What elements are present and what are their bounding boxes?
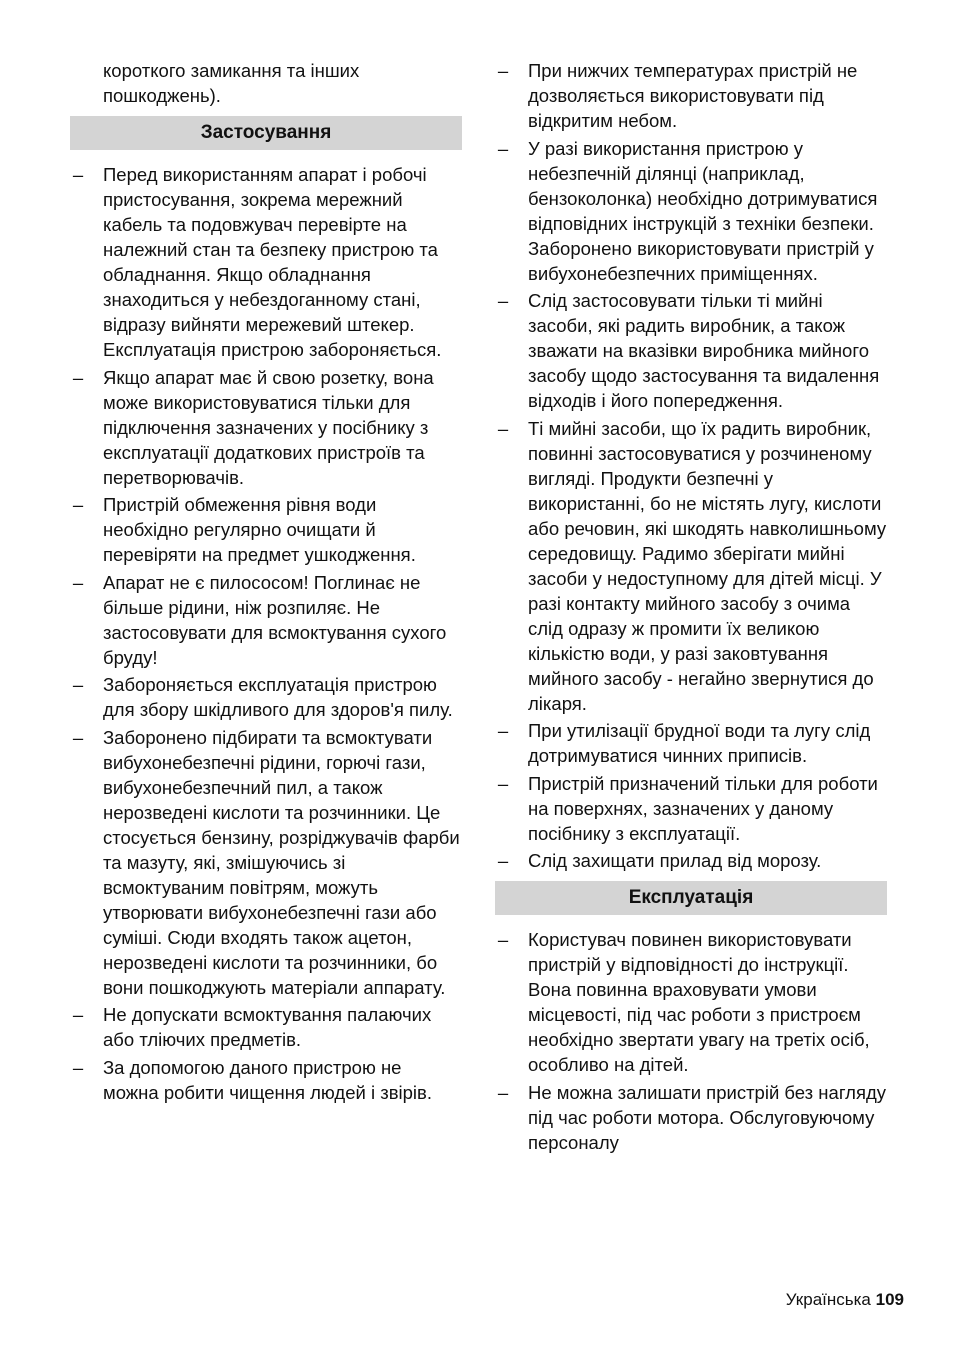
section-heading-operation: Експлуатація [495,881,887,915]
list-item [495,771,887,846]
list-item-text: Не допускати всмоктування палаючих або тліючих предметів. [103,1004,432,1050]
usage-list [70,162,462,1105]
bullet-dash: – [497,850,509,871]
list-item-text: Апарат не є пилососом! Поглинає не більше рідини, ніж розпиляє. Не застосовувати для всмоктування сухого бруду! [103,571,447,668]
bullet-dash: – [497,137,509,159]
section-heading-usage: Застосування [70,116,462,150]
list-item [70,1055,462,1105]
list-item-text: Забороняється експлуатація пристрою для збору шкідливого для здоров'я пилу. [103,674,453,720]
operation-list [495,927,887,1155]
bullet-dash: – [497,290,509,311]
intro-paragraph: короткого замикання та інших пошкоджень). [103,60,360,106]
list-item [495,927,887,1077]
list-item [495,288,887,413]
list-item [70,365,462,490]
bullet-dash: – [72,571,84,593]
list-item [495,848,887,873]
list-item [70,162,462,362]
bullet-dash: – [72,1004,84,1025]
list-item-text: Ті мийні засоби, що їх радить виробник, повинні застосовуватися у розчиненому вигляді. Продукти безпечні у використанні, бо не містять лугу, кислоти або речовин, які шкодять навколишньому середовищу. Радимо зберігати мийні засоби у недоступному для дітей місці. У разі контакту мийного засобу з очима слід одразу ж промити їх великою кількістю води, у разі заковтування мийного засобу - негайно звернутися до лікаря. [528,417,887,714]
list-item [70,725,462,1000]
list-item-text: При нижчих температурах пристрій не дозволяється використовувати під відкритим небом. [528,60,858,131]
bullet-dash: – [497,720,509,741]
footer-language: Українська [785,1290,871,1309]
list-item-text: Пристрій призначений тільки для роботи на поверхнях, зазначених у даному посібнику з експлуатації. [528,772,878,844]
bullet-dash: – [497,772,509,794]
list-item-text: За допомогою даного пристрою не можна робити чищення людей і звірів. [103,1056,432,1103]
list-item [495,58,887,133]
list-item-text: Перед використанням апарат і робочі пристосування, зокрема мережний кабель та подовжувач перевірте на належний стан та безпеку пристрою та обладнання. Якщо обладнання знаходиться у небездоганному стані, відразу вийняти мережевий штекер. Експлуатація пристрою забороняється. [103,164,442,360]
page-number: 109 [875,1290,904,1309]
list-item [70,492,462,567]
usage-list-continued [495,58,887,873]
list-item [70,672,462,722]
list-item-text: У разі використання пристрою у небезпечній ділянці (наприклад, бензоколонка) необхідно дотримуватися відповідних інструкцій з техніки безпеки. Заборонено використовувати пристрій у вибухонебезпечних приміщеннях. [528,137,878,284]
list-item-text: Слід захищати прилад від морозу. [528,850,822,871]
list-item-text: Не можна залишати пристрій без нагляду під час роботи мотора. Обслуговуючому персоналу [528,1081,887,1153]
list-item [495,136,887,286]
list-item-text: Якщо апарат має й свою розетку, вона може використовуватися тільки для підключення зазначених у посібнику з експлуатації додаткових пристроїв та перетворювачів. [103,366,434,488]
list-item [70,570,462,670]
list-item-text: Слід застосовувати тільки ті мийні засоби, які радить виробник, а також зважати на вказівки виробника мийного засобу щодо застосування та видалення відходів і його попередження. [528,290,880,411]
bullet-dash: – [72,1056,84,1078]
list-item-text: При утилізації брудної води та лугу слід дотримуватися чинних приписів. [528,720,871,766]
bullet-dash: – [72,726,84,748]
list-item-text: Заборонено підбирати та всмоктувати вибухонебезпечні рідини, горючі гази, вибухонебезпечний пил, а також нерозведені кислоти та розчинники. Це стосується бензину, розріджувачів фарби та мазуту, які, змішуючись зі всмоктуваним повітрям, можуть утворювати вибухонебезпечні гази або суміші. Сюди входять також ацетон, нерозведені кислоти та розчинники, бо вони пошкоджують матеріали аппарату. [103,726,460,998]
list-item [70,1002,462,1052]
left-column [70,58,462,1107]
bullet-dash: – [72,494,84,515]
list-item [495,718,887,768]
list-item-text: Користувач повинен використовувати пристрій у відповідності до інструкції. Вона повинна враховувати умови місцевості, під час роботи з пристроєм необхідно звертати увагу на третіх осіб, особливо на дітей. [528,929,870,1075]
right-column [495,58,887,1157]
page-footer [786,1288,904,1312]
bullet-dash: – [497,929,509,950]
list-item [495,416,887,716]
bullet-dash: – [72,674,84,695]
bullet-dash: – [497,417,509,439]
list-item-text: Пристрій обмеження рівня води необхідно регулярно очищати й перевіряти на предмет ушкодження. [103,494,416,565]
bullet-dash: – [497,1081,509,1103]
bullet-dash: – [72,164,84,185]
list-item [495,1080,887,1155]
bullet-dash: – [497,60,509,81]
bullet-dash: – [72,366,84,388]
